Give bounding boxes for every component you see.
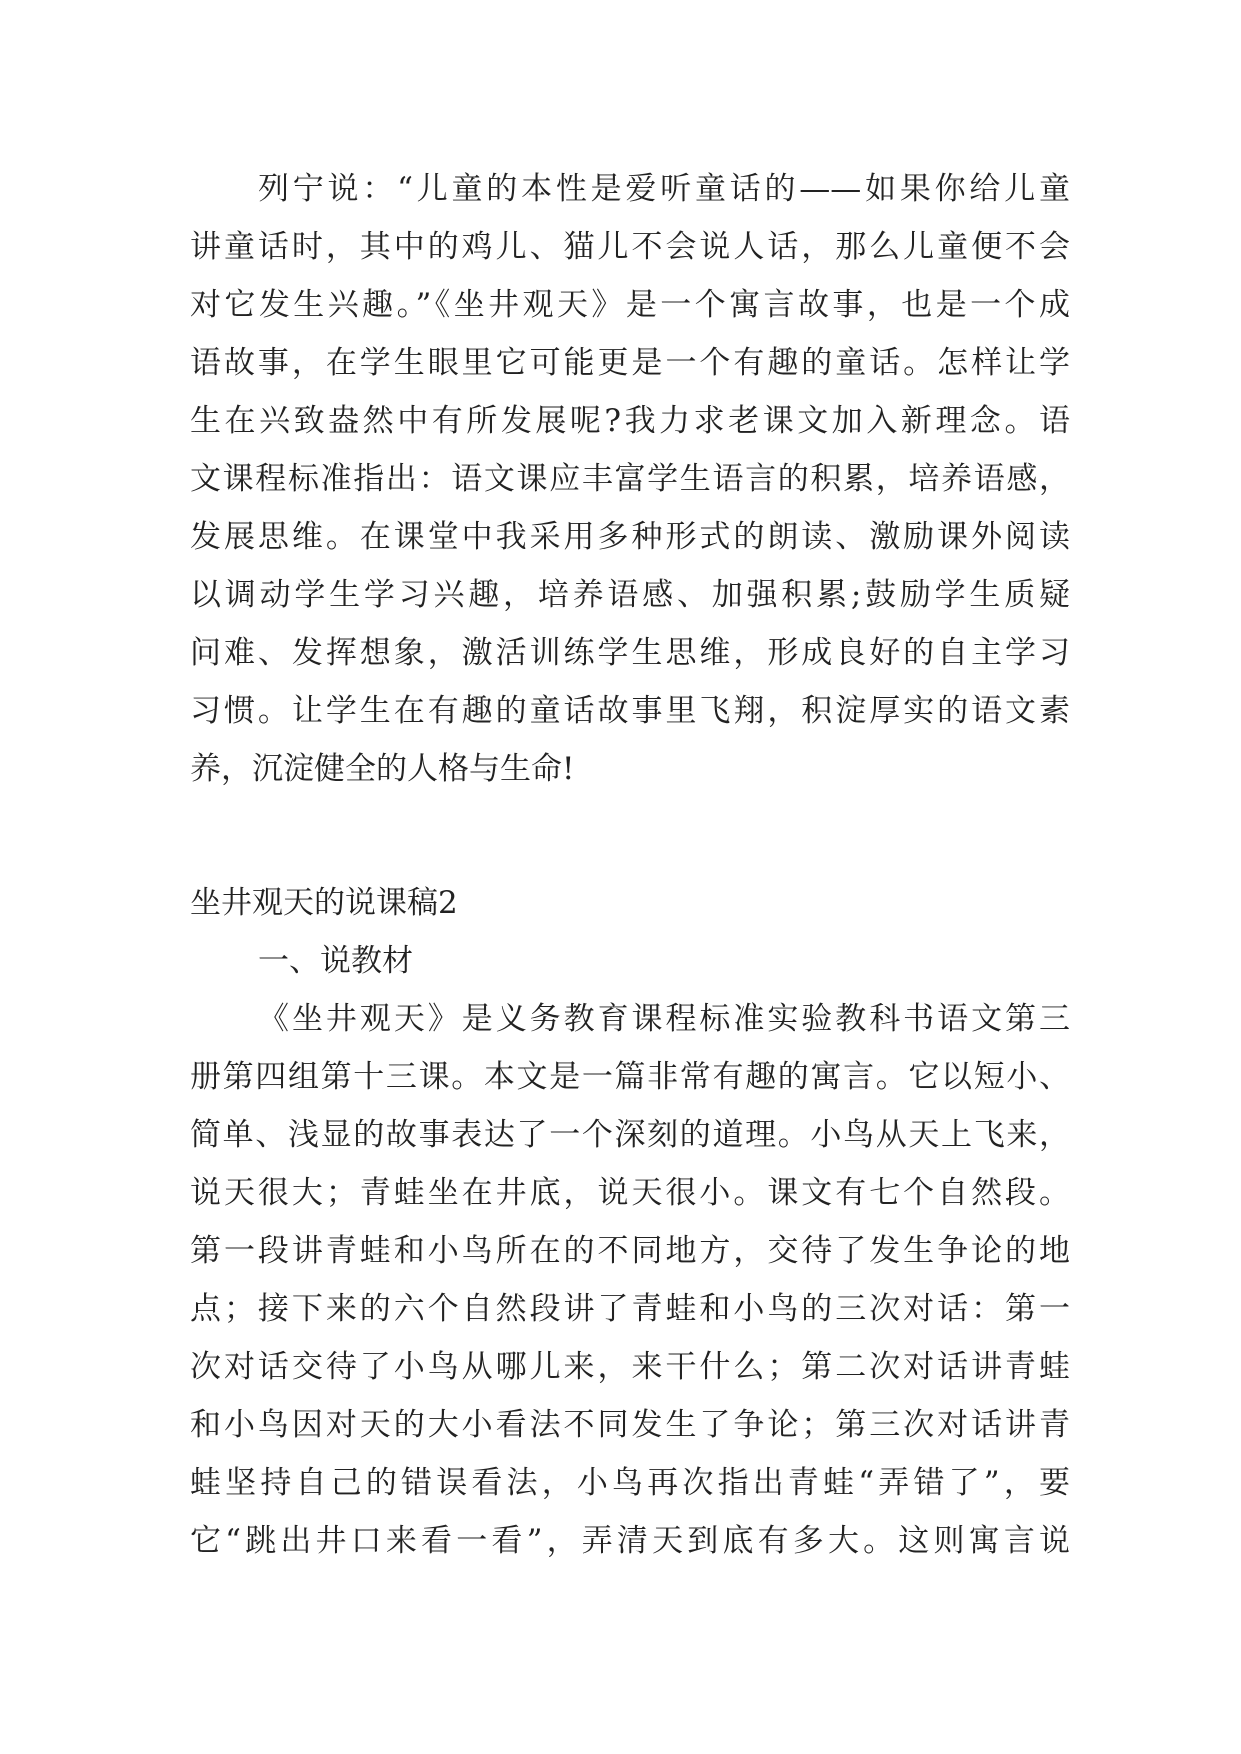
text-line: 生在兴致盎然中有所发展呢?我力求老课文加入新理念。语 [190,403,1070,439]
text-line: 文课程标准指出：语文课应丰富学生语言的积累，培养语感， [190,461,1070,497]
text-line: 讲童话时，其中的鸡儿、猫儿不会说人话，那么儿童便不会 [190,229,1070,265]
text-line: 和小鸟因对天的大小看法不同发生了争论；第三次对话讲青 [190,1407,1070,1443]
text-line: 它“跳出井口来看一看”，弄清天到底有多大。这则寓言说 [190,1523,1070,1559]
text-line: 语故事，在学生眼里它可能更是一个有趣的童话。怎样让学 [190,345,1070,381]
text-line: 对它发生兴趣。”《坐井观天》是一个寓言故事，也是一个成 [190,287,1070,323]
text-line: 问难、发挥想象，激活训练学生思维，形成良好的自主学习 [190,635,1070,671]
text-line: 发展思维。在课堂中我采用多种形式的朗读、激励课外阅读 [190,519,1070,555]
text-line: 以调动学生学习兴趣，培养语感、加强积累;鼓励学生质疑 [190,577,1070,613]
paragraph-intro [190,160,1070,798]
subheading: 一、说教材 [258,943,413,979]
text-line: 第一段讲青蛙和小鸟所在的不同地方，交待了发生争论的地 [190,1233,1070,1269]
text-line: 点；接下来的六个自然段讲了青蛙和小鸟的三次对话：第一 [190,1291,1070,1327]
text-line: 《坐井观天》是义务教育课程标准实验教科书语文第三 [258,1001,1070,1037]
text-line: 蛙坚持自己的错误看法，小鸟再次指出青蛙“弄错了”，要 [190,1465,1070,1501]
paragraph-textbook [190,990,1070,1570]
text-line: 简单、浅显的故事表达了一个深刻的道理。小鸟从天上飞来， [190,1117,1070,1153]
text-line: 养，沉淀健全的人格与生命! [190,751,575,787]
text-line: 习惯。让学生在有趣的童话故事里飞翔，积淀厚实的语文素 [190,693,1070,729]
section-gap [190,798,1070,874]
text-line: 列宁说：“儿童的本性是爱听童话的——如果你给儿童 [258,171,1070,207]
text-line: 说天很大；青蛙坐在井底，说天很小。课文有七个自然段。 [190,1175,1070,1211]
document-body [190,160,1070,1570]
text-line: 册第四组第十三课。本文是一篇非常有趣的寓言。它以短小、 [190,1059,1070,1095]
section-title: 坐井观天的说课稿2 [190,885,458,921]
text-line: 次对话交待了小鸟从哪儿来，来干什么；第二次对话讲青蛙 [190,1349,1070,1385]
